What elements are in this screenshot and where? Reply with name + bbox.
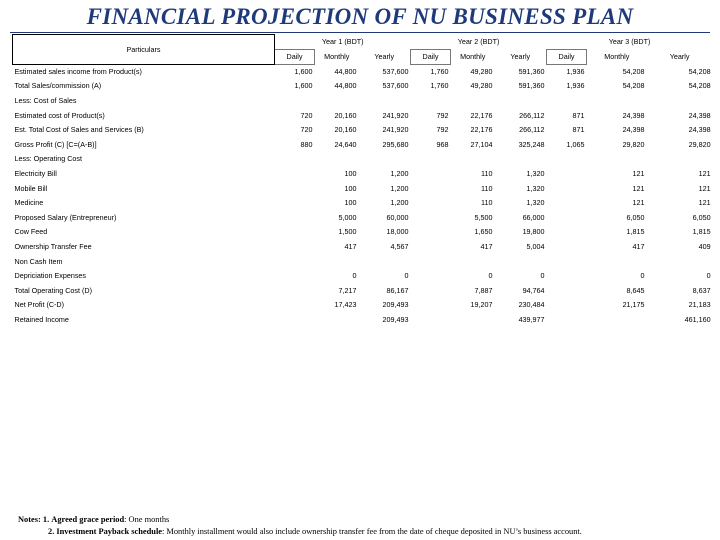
row-value-cell [411, 298, 451, 313]
row-value-cell: 792 [436, 125, 449, 135]
row-value-cell: 1,320 [526, 183, 545, 193]
row-value-cell [587, 152, 647, 167]
row-value-cell: 121 [632, 198, 645, 208]
row-label: Retained Income [14, 314, 69, 324]
row-value-cell [547, 312, 587, 327]
row-value-cell [275, 239, 315, 254]
row-value-cell [411, 195, 451, 210]
row-value-cell: 1,650 [474, 227, 493, 237]
row-value-cell: 325,248 [518, 139, 545, 149]
row-value-cell: 100 [344, 183, 357, 193]
row-value-cell: 1,815 [692, 227, 711, 237]
row-value-cell: 968 [436, 139, 449, 149]
title-underline [10, 32, 710, 33]
row-value-cell [275, 181, 315, 196]
row-value-cell: 24,398 [688, 125, 711, 135]
table-row [13, 195, 713, 210]
row-value-cell [275, 195, 315, 210]
table-row [13, 268, 713, 283]
row-value-cell [451, 254, 495, 269]
row-value-cell [547, 225, 587, 240]
table-row [13, 298, 713, 313]
row-value-cell: 5,500 [474, 212, 493, 222]
row-value-cell: 1,200 [390, 169, 409, 179]
table-row [13, 254, 713, 269]
row-value-cell: 1,760 [430, 67, 449, 77]
header-row-years [13, 35, 713, 50]
row-value-cell [275, 152, 315, 167]
row-value-cell [451, 152, 495, 167]
row-value-cell: 230,484 [518, 300, 545, 310]
row-value-cell [495, 93, 547, 108]
row-value-cell: 4,567 [390, 242, 409, 252]
row-label: Mobile Bill [14, 183, 48, 193]
row-value-cell [275, 210, 315, 225]
row-value-cell [587, 312, 647, 327]
col-monthly-header: Monthly [604, 52, 630, 62]
row-label: Estimated sales income from Product(s) [14, 67, 142, 77]
row-value-cell: 1,200 [390, 183, 409, 193]
table-row [13, 283, 713, 298]
row-value-cell [547, 298, 587, 313]
table-row [13, 312, 713, 327]
row-value-cell: 22,176 [470, 110, 493, 120]
row-label: Total Operating Cost (D) [14, 285, 92, 295]
row-value-cell [411, 254, 451, 269]
row-value-cell [315, 152, 359, 167]
table-row [13, 122, 713, 137]
row-value-cell [315, 254, 359, 269]
row-value-cell: 1,600 [294, 67, 313, 77]
row-value-cell: 0 [488, 271, 493, 281]
note-1-number: 1. [42, 515, 50, 524]
row-value-cell: 0 [640, 271, 645, 281]
row-value-cell: 24,398 [622, 110, 645, 120]
row-value-cell: 29,820 [622, 139, 645, 149]
row-value-cell [359, 254, 411, 269]
row-value-cell: 871 [572, 110, 585, 120]
year-2-header: Year 2 (BDT) [457, 37, 500, 47]
table-row [13, 64, 713, 79]
row-value-cell: 1,815 [626, 227, 645, 237]
table-row [13, 137, 713, 152]
col-yearly-header: Yearly [669, 52, 690, 62]
row-value-cell [411, 181, 451, 196]
row-label: Proposed Salary (Entrepreneur) [14, 212, 117, 222]
row-value-cell [275, 283, 315, 298]
row-value-cell [411, 166, 451, 181]
year-3-header: Year 3 (BDT) [608, 37, 651, 47]
row-value-cell: 0 [540, 271, 545, 281]
table-row [13, 108, 713, 123]
row-value-cell: 24,398 [688, 110, 711, 120]
table-row [13, 79, 713, 94]
row-value-cell: 5,004 [526, 242, 545, 252]
row-value-cell: 121 [632, 169, 645, 179]
row-value-cell [275, 225, 315, 240]
table-row [13, 152, 713, 167]
table-row [13, 181, 713, 196]
row-value-cell [411, 312, 451, 327]
row-value-cell [547, 93, 587, 108]
row-value-cell: 24,640 [334, 139, 357, 149]
row-value-cell: 86,167 [386, 285, 409, 295]
row-value-cell: 880 [300, 139, 313, 149]
row-value-cell: 44,800 [334, 66, 357, 76]
row-value-cell [315, 312, 359, 327]
row-label: Cow Feed [14, 227, 48, 237]
row-value-cell: 6,050 [626, 212, 645, 222]
row-value-cell: 720 [300, 125, 313, 135]
row-value-cell [647, 152, 713, 167]
row-value-cell: 209,493 [382, 300, 409, 310]
row-value-cell: 1,936 [566, 67, 585, 77]
row-value-cell: 8,645 [626, 285, 645, 295]
row-value-cell: 871 [572, 125, 585, 135]
row-value-cell [275, 93, 315, 108]
row-label: Est. Total Cost of Sales and Services (B) [14, 125, 144, 135]
row-value-cell [547, 239, 587, 254]
row-value-cell: 24,398 [622, 125, 645, 135]
row-label: Non Cash Item [14, 256, 63, 266]
row-value-cell: 266,112 [519, 125, 545, 135]
row-value-cell: 417 [632, 242, 645, 252]
row-label: Total Sales/commission (A) [14, 81, 102, 91]
page-title: FINANCIAL PROJECTION OF NU BUSINESS PLAN [86, 4, 634, 29]
table-row [13, 225, 713, 240]
row-value-cell [547, 166, 587, 181]
col-yearly-header: Yearly [510, 52, 531, 62]
note-1-text: : One months [124, 515, 170, 524]
row-value-cell: 8,637 [692, 285, 711, 295]
row-value-cell [411, 152, 451, 167]
row-value-cell [411, 283, 451, 298]
row-value-cell: 94,764 [522, 285, 545, 295]
row-label: Less: Operating Cost [14, 154, 83, 164]
row-value-cell [275, 254, 315, 269]
row-value-cell: 295,680 [382, 139, 409, 149]
row-value-cell: 537,600 [382, 66, 409, 76]
row-value-cell: 720 [300, 110, 313, 120]
col-yearly-header: Yearly [374, 52, 395, 62]
row-value-cell: 121 [698, 198, 711, 208]
row-value-cell: 792 [436, 110, 449, 120]
row-value-cell [411, 93, 451, 108]
note-2-label: Investment Payback schedule [56, 527, 162, 536]
row-value-cell: 49,280 [470, 66, 493, 76]
row-value-cell: 29,820 [688, 139, 711, 149]
row-value-cell [547, 195, 587, 210]
row-label: Net Profit (C-D) [14, 300, 65, 310]
row-value-cell: 417 [344, 242, 357, 252]
row-value-cell: 60,000 [386, 212, 409, 222]
row-value-cell: 1,500 [338, 227, 357, 237]
row-value-cell: 0 [352, 271, 357, 281]
row-value-cell: 18,000 [386, 227, 409, 237]
row-value-cell [275, 268, 315, 283]
row-value-cell: 121 [698, 183, 711, 193]
row-label: Estimated cost of Product(s) [14, 110, 105, 120]
row-value-cell: 417 [480, 242, 493, 252]
row-value-cell [451, 312, 495, 327]
row-value-cell [359, 93, 411, 108]
row-value-cell [451, 93, 495, 108]
row-value-cell: 54,208 [688, 81, 711, 91]
row-value-cell: 22,176 [470, 125, 493, 135]
row-value-cell [547, 181, 587, 196]
row-value-cell: 121 [698, 169, 711, 179]
row-value-cell [275, 166, 315, 181]
row-value-cell: 1,600 [294, 81, 313, 91]
row-value-cell: 20,160 [334, 110, 357, 120]
row-value-cell [411, 239, 451, 254]
row-value-cell [411, 225, 451, 240]
row-value-cell: 20,160 [334, 125, 357, 135]
row-value-cell: 591,360 [518, 66, 545, 76]
row-value-cell: 54,208 [622, 66, 645, 76]
row-value-cell: 266,112 [519, 110, 545, 120]
row-label: Gross Profit (C) [C=(A-B)] [14, 139, 97, 149]
row-value-cell: 0 [404, 271, 409, 281]
row-value-cell: 121 [632, 183, 645, 193]
row-value-cell: 7,217 [338, 285, 357, 295]
table-row [13, 210, 713, 225]
row-value-cell [275, 298, 315, 313]
row-label: Medicine [14, 198, 44, 208]
table-row [13, 93, 713, 108]
row-value-cell [547, 210, 587, 225]
row-value-cell: 21,175 [622, 300, 645, 310]
table-row [13, 239, 713, 254]
row-value-cell [587, 254, 647, 269]
row-value-cell: 1,200 [390, 198, 409, 208]
row-value-cell: 54,208 [622, 81, 645, 91]
col-daily-header: Daily [547, 49, 587, 64]
row-value-cell: 209,493 [382, 314, 409, 324]
row-value-cell: 591,360 [518, 81, 545, 91]
row-value-cell: 409 [698, 242, 711, 252]
row-value-cell [547, 268, 587, 283]
row-value-cell [411, 268, 451, 283]
table-row [13, 166, 713, 181]
note-2-number: 2. [48, 527, 55, 536]
row-value-cell: 7,887 [474, 285, 493, 295]
row-value-cell: 241,920 [382, 110, 409, 120]
row-value-cell [359, 152, 411, 167]
note-2 [18, 526, 582, 538]
row-value-cell [495, 254, 547, 269]
col-monthly-header: Monthly [324, 52, 350, 62]
row-label: Less: Cost of Sales [14, 96, 77, 106]
row-value-cell [275, 312, 315, 327]
row-value-cell: 21,183 [688, 300, 711, 310]
row-value-cell: 6,050 [692, 212, 711, 222]
row-value-cell: 110 [481, 169, 493, 179]
row-value-cell: 1,320 [526, 198, 545, 208]
row-label: Electricity Bill [14, 169, 57, 179]
row-value-cell: 17,423 [334, 300, 357, 310]
row-value-cell: 110 [481, 183, 493, 193]
year-1-header: Year 1 (BDT) [321, 37, 364, 47]
row-value-cell: 1,065 [566, 139, 585, 149]
col-daily-header: Daily [275, 49, 315, 64]
row-value-cell: 27,104 [470, 139, 493, 149]
row-value-cell: 0 [706, 271, 711, 281]
row-label: Depriciation Expenses [14, 271, 87, 281]
row-value-cell [411, 210, 451, 225]
row-value-cell [647, 254, 713, 269]
row-value-cell: 461,160 [684, 314, 711, 324]
row-value-cell [495, 152, 547, 167]
row-label: Ownership Transfer Fee [14, 242, 92, 252]
note-1-label: Agreed grace period [51, 515, 125, 524]
row-value-cell: 100 [344, 169, 357, 179]
row-value-cell: 241,920 [382, 125, 409, 135]
row-value-cell: 537,600 [382, 81, 409, 91]
row-value-cell [647, 93, 713, 108]
row-value-cell: 1,320 [526, 169, 545, 179]
row-value-cell [547, 283, 587, 298]
note-1 [18, 514, 582, 526]
notes-prefix: Notes: [18, 515, 41, 524]
col-monthly-header: Monthly [460, 52, 486, 62]
row-value-cell: 49,280 [470, 81, 493, 91]
row-value-cell: 54,208 [688, 66, 711, 76]
financial-projection-table [12, 34, 713, 327]
row-value-cell [315, 93, 359, 108]
row-value-cell: 19,207 [470, 300, 493, 310]
row-value-cell: 100 [344, 198, 357, 208]
row-value-cell: 1,936 [566, 81, 585, 91]
notes-section [18, 514, 582, 538]
row-value-cell: 19,800 [522, 227, 545, 237]
row-value-cell [587, 93, 647, 108]
row-value-cell: 110 [481, 198, 493, 208]
row-value-cell [547, 254, 587, 269]
row-value-cell [547, 152, 587, 167]
row-value-cell: 44,800 [334, 81, 357, 91]
row-value-cell: 66,000 [522, 212, 545, 222]
particulars-header: Particulars [13, 35, 275, 65]
note-2-text: : Monthly installment would also include ownership transfer fee from the date of cheque deposited in NU’s business account. [162, 527, 582, 536]
row-value-cell: 439,977 [518, 314, 545, 324]
col-daily-header: Daily [411, 49, 451, 64]
row-value-cell: 5,000 [338, 212, 357, 222]
row-value-cell: 1,760 [430, 81, 449, 91]
